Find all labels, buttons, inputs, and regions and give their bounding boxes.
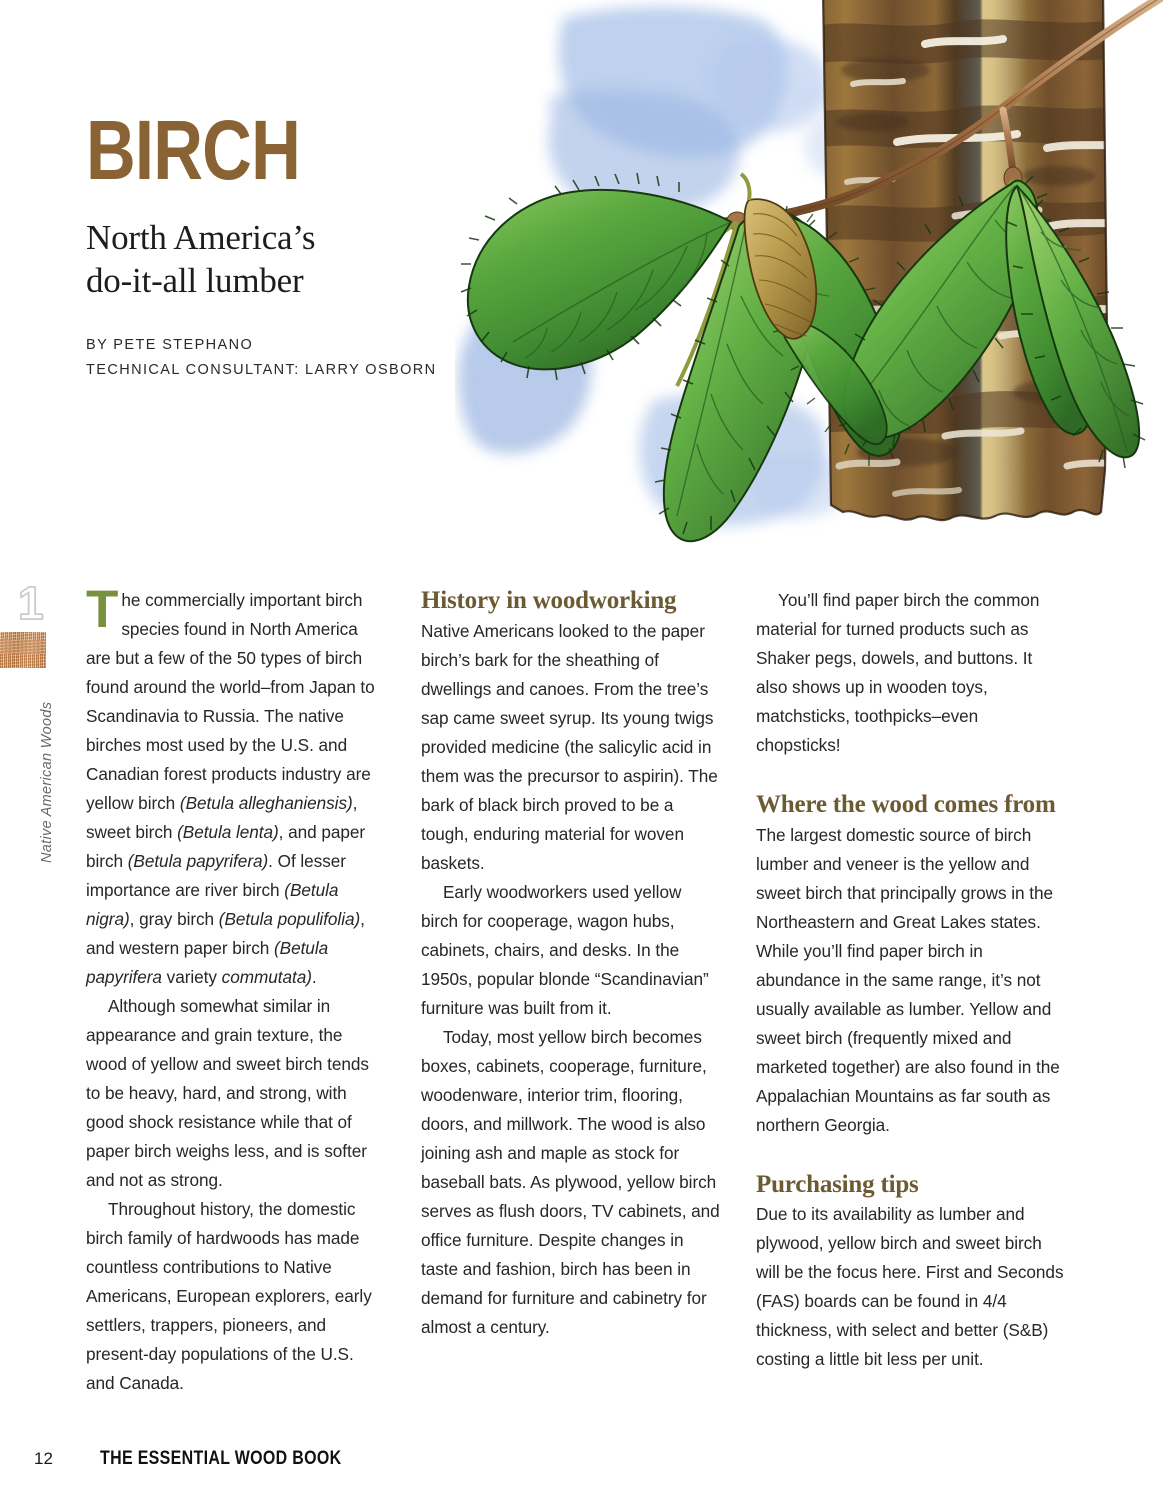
scientific-name: (Betula papyrifera (86, 938, 329, 987)
page-title: BIRCH (86, 103, 301, 197)
section-heading-purchasing: Purchasing tips (756, 1170, 919, 1198)
drop-cap: T (86, 580, 119, 639)
paragraph: You’ll find paper birch the common material for turned products such as Shaker pegs, dowels, and buttons. It also shows up in wooden toys, matchsticks, toothpicks–even chopsticks! (756, 590, 1040, 755)
paragraph-text: , sweet birch (86, 793, 358, 842)
scientific-name: (Betula populifolia) (218, 909, 361, 929)
paragraph-text: , and paper birch (86, 822, 366, 871)
chapter-tab (12, 577, 58, 900)
column-3 (756, 586, 1064, 1436)
paragraph-text: . Of lesser importance are river birch (86, 851, 346, 900)
paragraph-text: , gray birch (129, 909, 219, 929)
column-1 (86, 580, 386, 1436)
paragraph: Throughout history, the domestic birch family of hardwoods has made countless contributions to Native Americans, European explorers, early settlers, trappers, pioneers, and present-day populations of the U.S. and Canada. (86, 1199, 372, 1393)
paragraph: Due to its availability as lumber and plywood, yellow birch and sweet birch will be the focus here. First and Seconds (FAS) boards can be found in 4/4 thickness, with select and better (S&B) costing a little bit less per unit. (756, 1204, 1064, 1369)
paragraph: Today, most yellow birch becomes boxes, cabinets, cooperage, furniture, woodenware, interior trim, flooring, doors, and millwork. The wood is also joining ash and maple as stock for baseball bats. As plywood, yellow birch serves as flush doors, TV cabinets, and office furniture. Despite changes in taste and fashion, birch has been in demand for furniture and cabinetry for almost a century. (421, 1026, 720, 1337)
section-heading-history: History in woodworking (421, 587, 677, 614)
paragraph-text: he commercially important birch species found in North America are but a few of the 50 types of birch found around the world–from Japan to Scandinavia to Russia. The native birches most used by the U.S. and Canadian forest products industry are yellow birch (86, 590, 375, 813)
byline-block (86, 333, 486, 384)
scientific-name: (Betula alleghaniensis) (179, 793, 353, 813)
article-body (86, 580, 1064, 1436)
paragraph: Early woodworkers used yellow birch for cooperage, wagon hubs, cabinets, chairs, and desks. In the 1950s, popular blonde “Scandinavian” furniture was built from it. (421, 881, 709, 1018)
paragraph-text: , and western paper birch (86, 909, 365, 958)
scientific-name: (Betula papyrifera) (127, 851, 269, 871)
chapter-number: 1 (18, 577, 43, 629)
page-subtitle (86, 217, 486, 302)
paragraph: Although somewhat similar in appearance and grain texture, the wood of yellow and sweet birch tends to be heavy, hard, and strong, with good shock resistance while that of paper birch weighs less, and is softer and not as strong. (86, 996, 369, 1190)
subtitle-line-2: do-it-all lumber (86, 260, 304, 300)
section-heading-where: Where the wood comes from (756, 791, 1056, 818)
paragraph-text: variety (161, 967, 222, 987)
page-number: 12 (34, 1449, 53, 1468)
column-2 (421, 586, 721, 1436)
subtitle-line-1: North America’s (86, 218, 316, 258)
birch-illustration (455, 0, 1163, 560)
byline-author: BY PETE STEPHANO (86, 336, 254, 353)
paragraph: Native Americans looked to the paper birch’s bark for the sheathing of dwellings and canoes. From the tree’s sap came sweet syrup. Its young twigs provided medicine (the salicylic acid in them was the precursor to aspirin). The bark of black birch proved to be a tough, enduring material for woven baskets. (421, 620, 718, 873)
scientific-name: (Betula nigra) (86, 880, 339, 929)
paragraph: The largest domestic source of birch lumber and veneer is the yellow and sweet birch that principally grows in the Northeastern and Great Lakes states. While you’ll find paper birch in abundance in the same range, it’s not usually available as lumber. Yellow and sweet birch (frequently mixed and marketed together) are also found in the Appalachian Mountains as far south as northern Georgia. (756, 824, 1060, 1135)
paragraph-text: . (311, 967, 317, 987)
title-block (86, 103, 486, 383)
chapter-label: Native American Woods (39, 701, 55, 863)
scientific-name: commutata) (221, 967, 312, 987)
paragraph (86, 580, 386, 992)
page-footer (34, 1448, 634, 1470)
byline-consultant: TECHNICAL CONSULTANT: LARRY OSBORN (86, 362, 437, 379)
scientific-name: (Betula lenta) (177, 822, 279, 842)
book-title: THE ESSENTIAL WOOD BOOK (99, 1448, 342, 1469)
